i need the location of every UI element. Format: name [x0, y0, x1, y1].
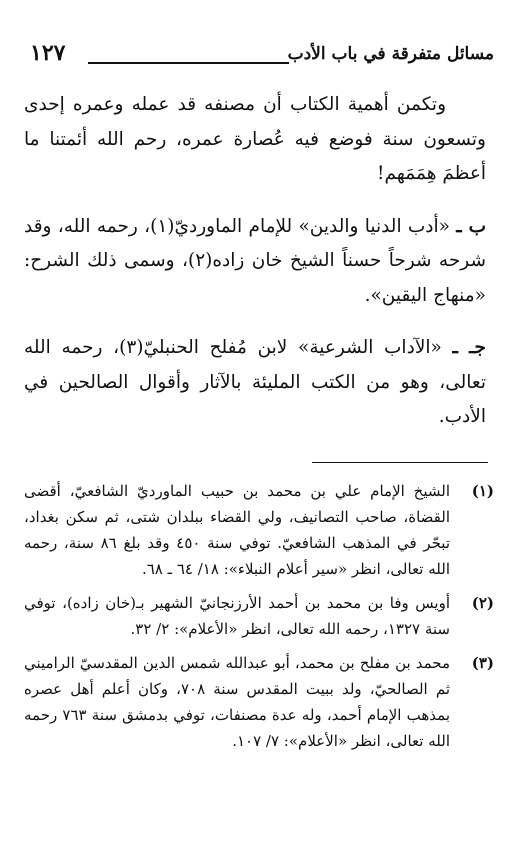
paragraph-lead: ب ـ [456, 215, 486, 237]
footnote-text: الشيخ الإمام علي بن محمد بن حبيب الماورديّ الشافعيّ، أقضى القضاة، صاحب التصانيف، ولي القضاء ببلدان شتى، ثم سكن بغداد، تبحّر في المذهب الشافعيّ. توفي سنة ٤٥٠ وقد بلغ ٨٦ سنة، رحمه الله تعالى، انظر «سير أعلام النبلاء»: ١٨/ ٦٤ ـ ٦٨. [24, 482, 451, 578]
paragraph-text: «الآداب الشرعية» لابن مُفلح الحنبليّ(٣)، رحمه الله تعالى، وهو من الكتب المليئة بالآثار وأقوال الصالحين في الأدب. [24, 337, 486, 427]
footnote-2 [24, 590, 494, 642]
footnote-separator [312, 462, 488, 463]
paragraph-text: وتكمن أهمية الكتاب أن مصنفه قد عمله وعمره إحدى وتسعون سنة فوضع فيه عُصارة عمره، رحم الله أئمتنا ما أعظمَ هِمَمَهم! [24, 94, 486, 184]
footnote-text: محمد بن مفلح بن محمد، أبو عبدالله شمس الدين المقدسيّ الراميني ثم الصالحيّ، ولد ببيت المقدس سنة ٧٠٨، وكان أعلم أهل عصره بمذهب الإمام أحمد، وله عدة مصنفات، توفي بدمشق سنة ٧٦٣ رحمه الله تعالى، انظر «الأعلام»: ٧/ ١٠٧. [24, 654, 450, 750]
footnote-number: (٢) [471, 594, 494, 612]
page-number: ١٢٧ [30, 40, 66, 66]
item-j-paragraph [24, 331, 486, 435]
paragraph-lead: جـ ـ [452, 337, 486, 358]
footnotes [24, 478, 494, 762]
chapter-title: مسائل متفرقة في باب الأدب [287, 44, 494, 64]
footnote-1 [24, 478, 494, 582]
footnote-3 [24, 650, 494, 754]
footnote-number: (١) [471, 482, 494, 500]
footnote-text: أويس وفا بن محمد بن أحمد الأرزنجانيّ الشهير بـ(خان زاده)، توفي سنة ١٣٢٧، رحمه الله تعالى، انظر «الأعلام»: ٢/ ٣٢. [24, 594, 450, 638]
item-b-paragraph [24, 210, 486, 314]
header-rule [88, 62, 289, 64]
intro-paragraph [24, 88, 486, 192]
footnote-number: (٣) [471, 654, 494, 672]
main-text [24, 88, 486, 435]
paragraph-text: «أدب الدنيا والدين» للإمام الماورديّ(١)، رحمه الله، وقد شرحه شرحاً حسناً الشيخ خان زاده(٢)، وسمى ذلك الشرح: «منهاج اليقين». [24, 215, 486, 306]
running-header [30, 40, 494, 70]
